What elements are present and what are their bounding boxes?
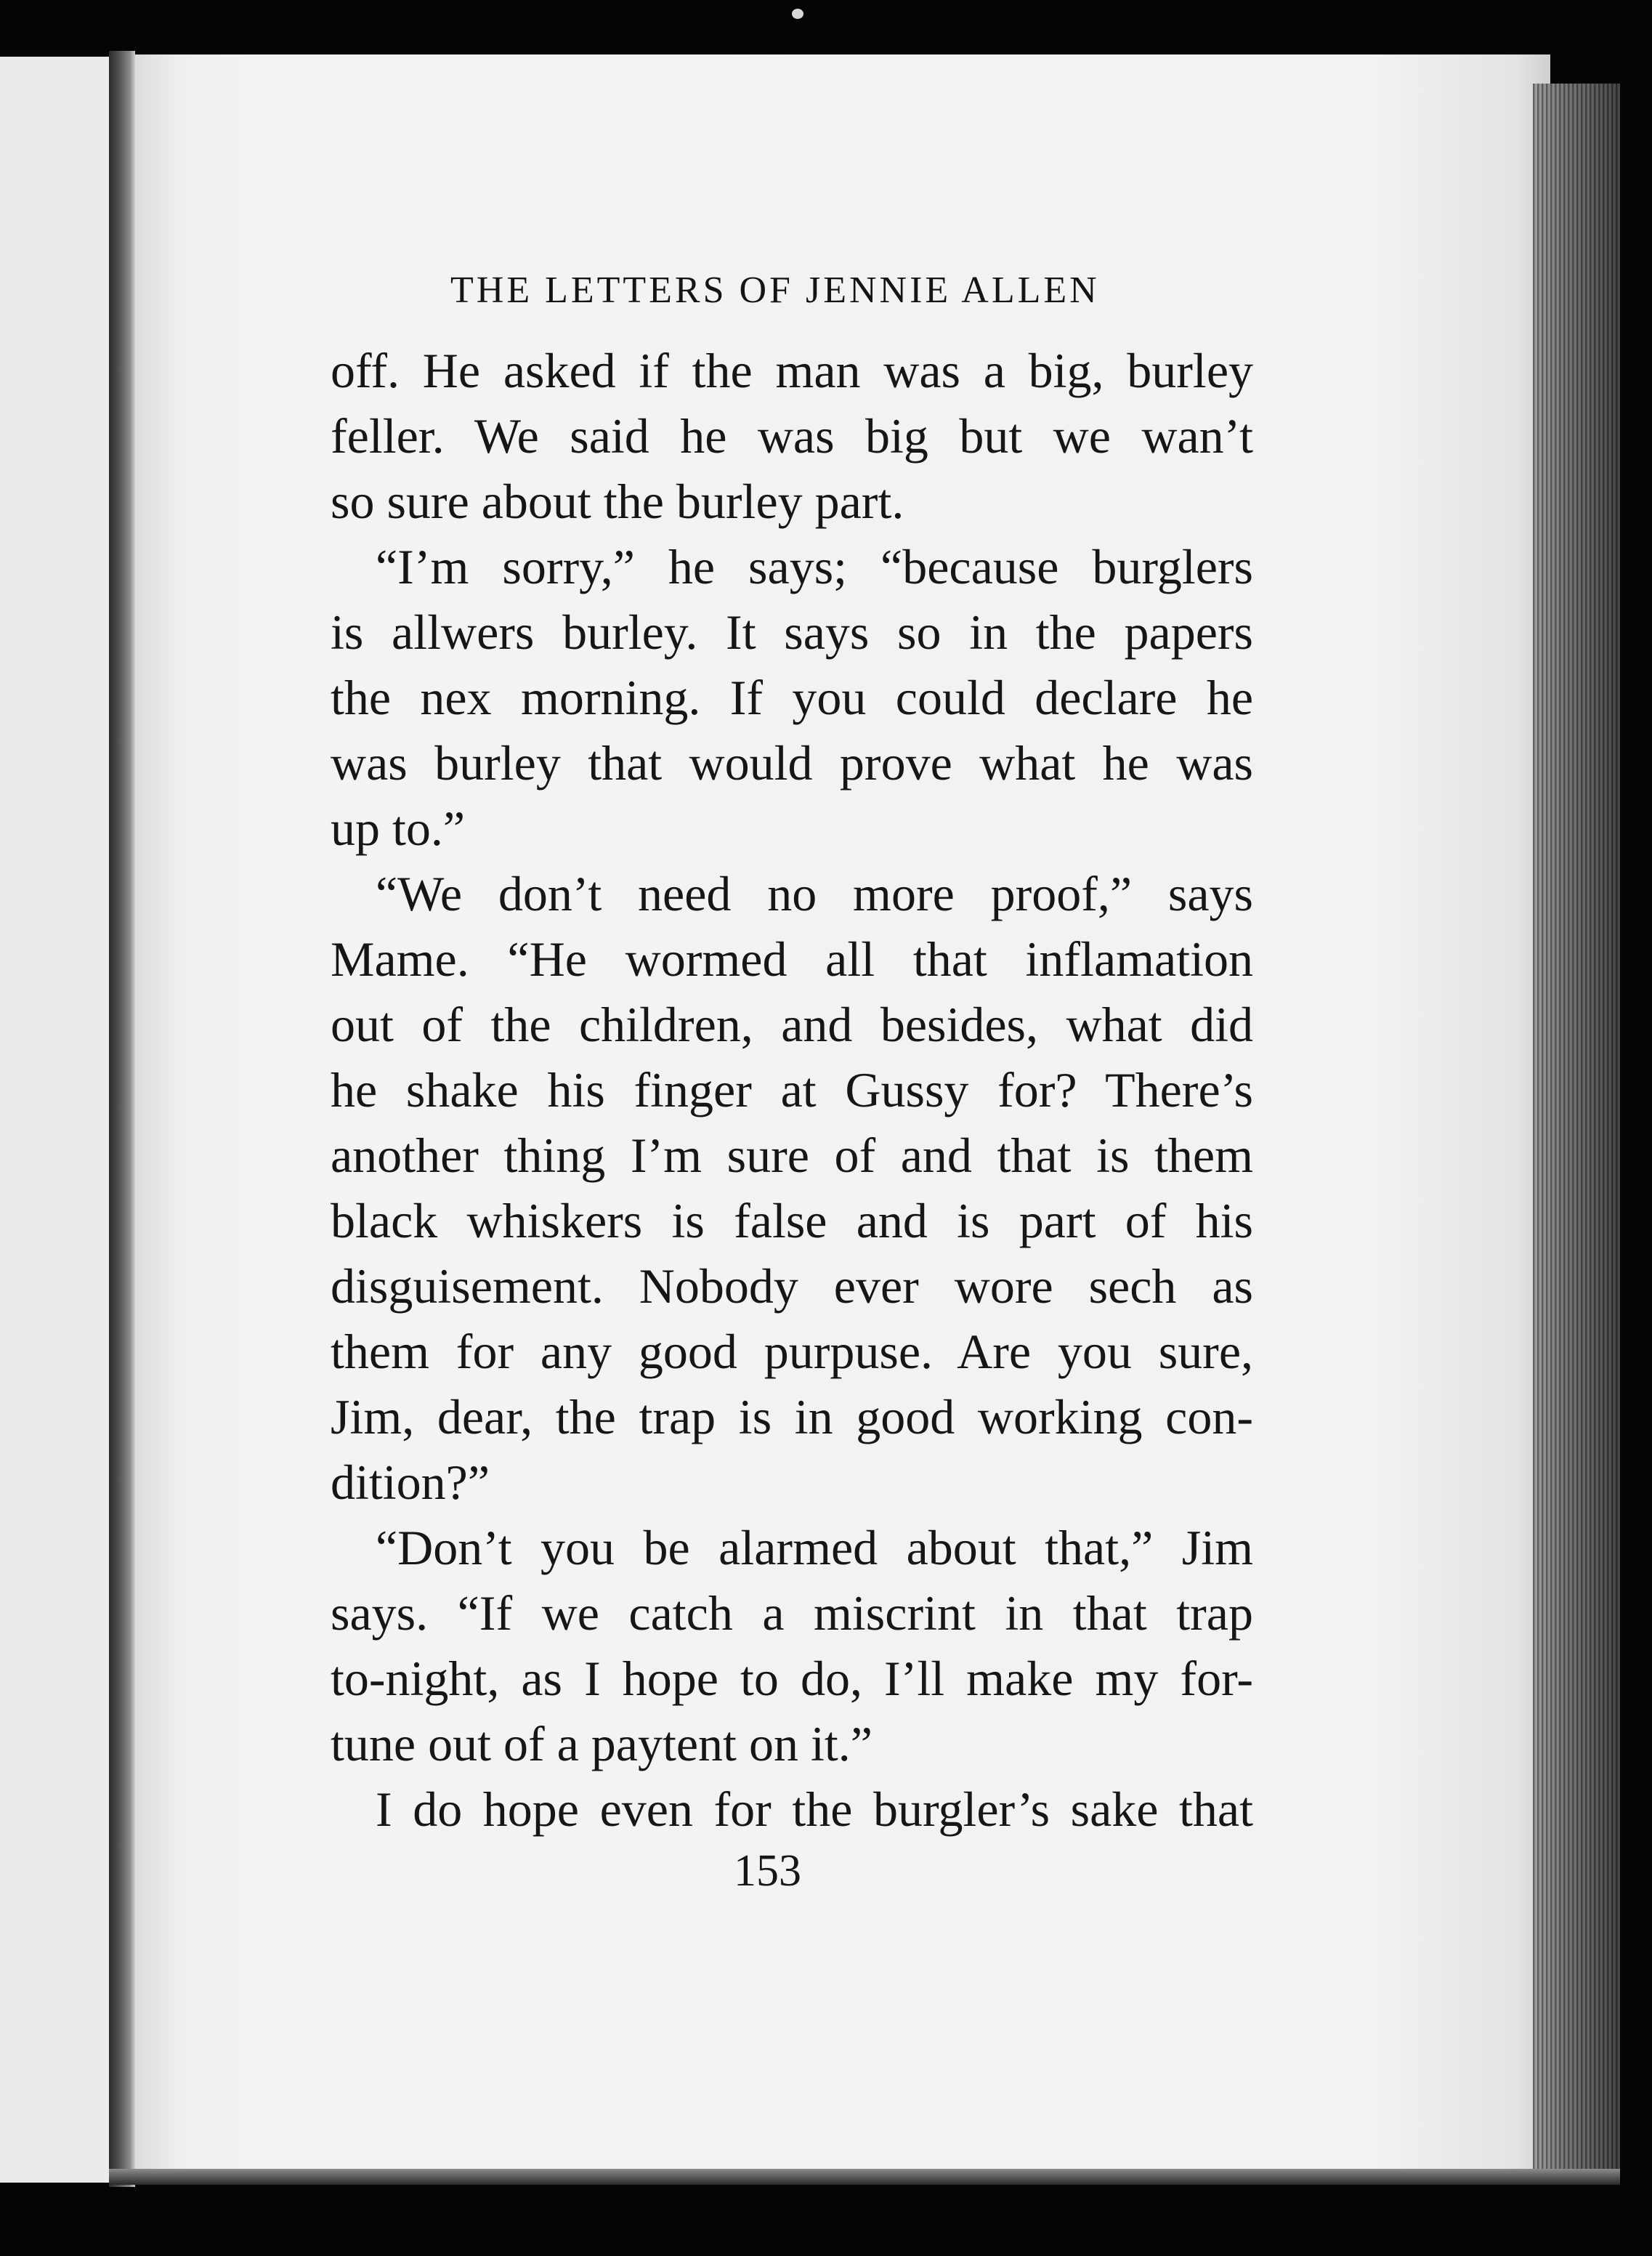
text-line: I do hope even for the burgler’s sake that (376, 1782, 1253, 1837)
text-line: says. “If we catch a miscrint in that trap (331, 1585, 1253, 1641)
text-line: off. He asked if the man was a big, burley (331, 343, 1253, 398)
text-line: to-night, as I hope to do, I’ll make my for- (331, 1651, 1253, 1706)
text-line: was burley that would prove what he was (331, 735, 1253, 791)
body-text (331, 338, 1253, 1842)
text-line: out of the children, and besides, what did (331, 997, 1253, 1052)
text-line: tune out of a paytent on it.” (331, 1716, 872, 1771)
book-bottom-edge (109, 2169, 1620, 2185)
text-line: Jim, dear, the trap is in good working con- (331, 1389, 1253, 1444)
text-line: “Don’t you be alarmed about that,” Jim (376, 1520, 1253, 1575)
text-line: dition?” (331, 1455, 490, 1510)
text-line: Mame. “He wormed all that inflamation (331, 931, 1253, 987)
text-line: “I’m sorry,” he says; “because burglers (376, 539, 1253, 594)
text-line: “We don’t need no more proof,” says (376, 866, 1253, 921)
page-number: 153 (734, 1846, 801, 1896)
text-line: he shake his finger at Gussy for? There’s (331, 1062, 1253, 1117)
text-line: disguisement. Nobody ever wore sech as (331, 1258, 1253, 1314)
text-line: so sure about the burley part. (331, 474, 904, 529)
text-line: black whiskers is false and is part of his (331, 1193, 1253, 1248)
text-line: them for any good purpuse. Are you sure, (331, 1324, 1253, 1379)
text-line: up to.” (331, 801, 466, 856)
text-line: is allwers burley. It says so in the papers (331, 605, 1253, 660)
text-line: the nex morning. If you could declare he (331, 670, 1253, 725)
gutter-shadow (109, 51, 135, 2187)
running-head: THE LETTERS OF JENNIE ALLEN (450, 270, 1100, 311)
facing-page-edge (0, 57, 109, 2183)
text-line: another thing I’m sure of and that is them (331, 1128, 1253, 1183)
book-fore-edge (1533, 84, 1620, 2169)
scan-speck (792, 9, 803, 19)
text-line: feller. We said he was big but we wan’t (331, 408, 1253, 464)
